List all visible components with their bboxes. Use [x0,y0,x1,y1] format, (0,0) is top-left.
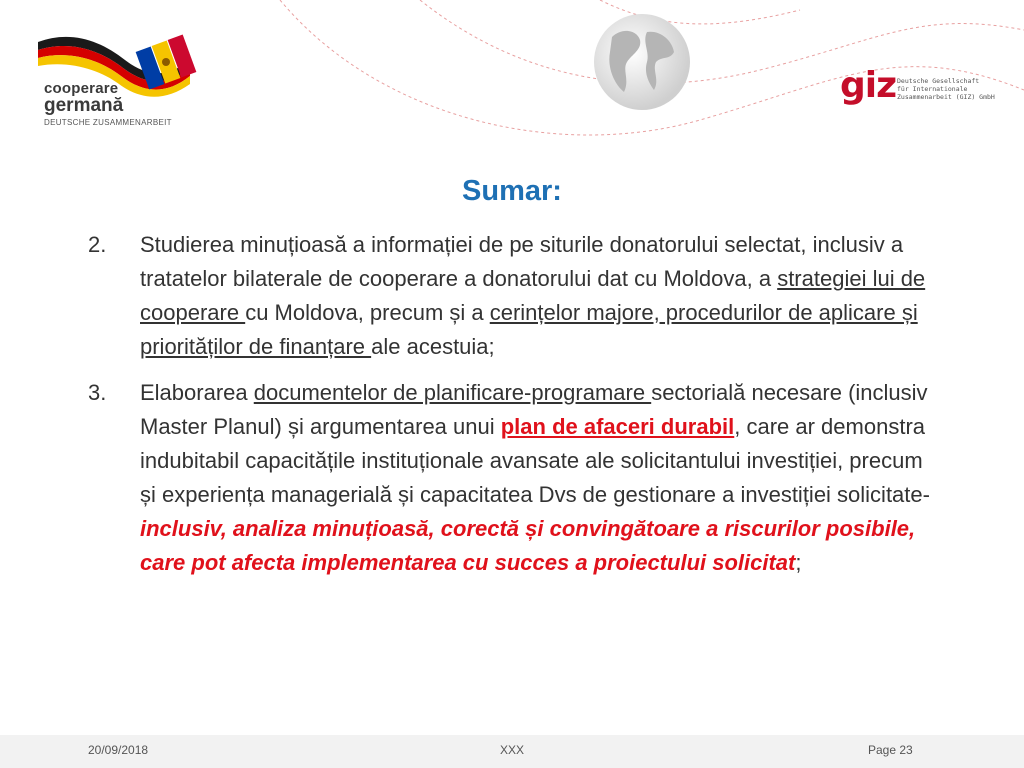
item-text: ale acestuia; [371,334,495,359]
giz-logo: giz [840,65,897,106]
list-item-2 [88,228,938,364]
giz-logo-subtitle [897,77,995,101]
item-text: cu Moldova, precum și a [245,300,490,325]
giz-subtitle-line2: für Internationale [897,85,968,93]
underlined-text: documentelor de planificare-programare [253,380,652,405]
logo-left-line1: cooperare [44,80,119,97]
logo-left-line2: germană [44,95,124,116]
emphasis-underlined-text: plan de afaceri durabil [500,414,735,439]
giz-subtitle-line3: Zusammenarbeit (GIZ) GmbH [897,93,995,101]
underlined-text: cerințelor majore, procedurilor de aplicare și priorităților de finanțare [140,300,918,359]
item-text: , care ar demonstra indubitabil capacitățile instituționale avansate ale solicitantului investiției, precum și experiența managerială și capacitatea Dvs de gestionare a investiției solicitate- [140,414,930,507]
slide-content [88,228,938,592]
underlined-text: strategiei lui de cooperare [140,266,926,325]
item-text: Studierea minuțioasă a informației de pe siturile donatorului selectat, inclusiv a tratatelor bilaterale de cooperare a donatorului dat cu Moldova, a [140,232,904,291]
logo-left-line3: DEUTSCHE ZUSAMMENARBEIT [44,118,172,127]
giz-subtitle-line1: Deutsche Gesellschaft [897,77,980,85]
slide-title: Sumar: [462,175,562,207]
list-item-3 [88,376,938,580]
list-number: 2. [88,232,107,257]
globe-icon [592,12,692,112]
footer-date: 20/09/2018 [88,743,149,757]
item-text: ; [795,550,802,575]
item-text: Elaborarea [140,380,254,405]
footer-center: XXX [499,743,524,757]
item-text: sectorială necesare (inclusiv Master Planul) și argumentarea unui [140,380,928,439]
footer-page-number: Page 23 [868,743,913,757]
list-number: 3. [88,380,107,405]
emphasis-italic-text: inclusiv, analiza minuțioasă, corectă și convingătoare a riscurilor posibile, care pot afecta implementarea cu succes a proiectului solicitat [140,516,916,575]
